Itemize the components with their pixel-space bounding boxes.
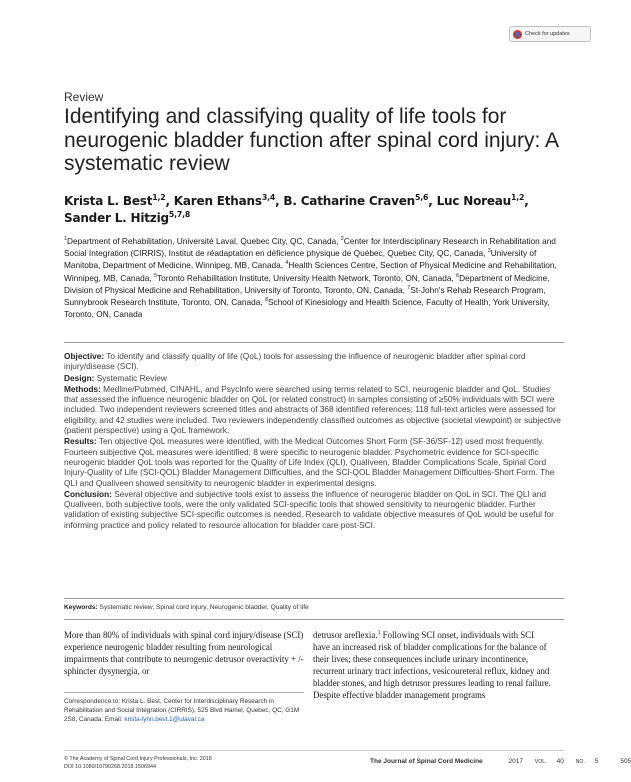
body-column-right — [313, 630, 553, 701]
author-list: Krista L. Best$^{1,2}$, Karen Ethans$^{3,4}$, B. Catharine Craven$^{5,6}$, Luc Noreau$^{1,2}$, Sander L. Hitzig$^{5,7,8}$ — [64, 193, 529, 225]
section-label: Objective: — [64, 351, 105, 361]
author-affiliation-ref: 5,6 — [415, 193, 429, 202]
volume-label: VOL. — [534, 759, 547, 765]
affiliations — [64, 235, 564, 320]
affiliation-text: Department of Rehabilitation, Université Laval, Quebec City, QC, Canada, — [67, 236, 341, 246]
author-affiliation-ref: 5,7,8 — [168, 210, 191, 219]
abstract-methods — [64, 384, 564, 435]
doi-link[interactable]: DOI 10.1080/10790268.2018.1506944 — [64, 763, 157, 770]
correspondence-rule — [64, 692, 304, 693]
copyright-line: © The Academy of Spinal Cord Injury Professionals, Inc. 2018 — [64, 756, 212, 762]
journal-name: The Journal of Spinal Cord Medicine — [370, 758, 483, 765]
abstract-results — [64, 436, 564, 487]
affiliation-text: St-John's Rehab Research Program, Sunnybrook Research Institute, Toronto, ON, Canada, — [64, 284, 546, 308]
section-text: Systematic Review — [94, 372, 167, 383]
author-name: Karen Ethans — [173, 194, 262, 208]
correspondence-note — [64, 697, 304, 724]
correspondence-text: Correspondence to: Krista L. Best, Center for Interdisciplinary Research in Rehabilitation and Social Integration (CIRRIS), 525 Blvd Hamel, Quebec, QC, G1M 2S8, Canada. Email: — [64, 698, 300, 723]
section-label: Results: — [64, 436, 97, 447]
affiliation-text: University of Manitoba, Department of Medicine, Winnipeg, MB, Canada, — [64, 248, 537, 271]
abstract-design — [64, 373, 564, 383]
abstract — [64, 351, 564, 531]
affiliation-text: Health Sciences Centre, Section of Physical Medicine and Rehabilitation, Winnipeg, MB, Canada, — [64, 260, 557, 283]
affiliation-number: 2 — [340, 236, 344, 243]
affiliation-text: Toronto Rehabilitation Institute, University Health Network, Toronto, ON, Canada, — [156, 272, 457, 283]
affiliation-number: 8 — [264, 297, 268, 304]
author-name: Luc Noreau — [436, 194, 512, 208]
author-name: B. Catharine Craven — [283, 194, 415, 208]
affiliation-number: 1 — [64, 236, 67, 243]
affiliation-number: 7 — [407, 285, 411, 292]
affiliation-number: 3 — [487, 248, 491, 255]
keywords-bottom-rule — [64, 619, 564, 620]
abstract-objective — [64, 351, 564, 372]
affiliation-number: 4 — [285, 260, 289, 267]
issue-number: 5 — [594, 758, 599, 765]
author-affiliation-ref: 3,4 — [261, 193, 276, 202]
body-text: detrusor areflexia. — [313, 630, 378, 640]
keywords-text: Systematic review, Spinal cord injury, Neurogenic bladder, Quality of life — [97, 604, 309, 611]
affiliation-number: 5 — [153, 272, 157, 279]
affiliation-number: 6 — [456, 272, 460, 279]
section-text: Medline/Pubmed, CINAHL, and PsycInfo were searched using terms related to SCI, neurogenic bladder and QoL. Studies that assessed the influence neurogenic bladder on QoL (or related construct) in samples consisting of ≥50% individuals with SCI were included. Two independent reviewers screened titles and abstracts of 368 identified references; 118 full-text articles were assessed for eligibility, and 42 studies were included. Two reviewers independently classified outcomes as objective (societal viewpoint) or subjective (patient perspective) using a QoL framework. — [64, 383, 561, 436]
keywords-label: Keywords: — [64, 604, 98, 611]
article-title: Identifying and classifying quality of life tools for neurogenic bladder function after spinal cord injury: A systematic review — [64, 105, 558, 175]
section-label: Conclusion: — [64, 488, 112, 499]
affiliation-text: School of Kinesiology and Health Science, Faculty of Health, York University, Toronto, ON, Canada — [64, 297, 550, 320]
section-label: Design: — [64, 372, 95, 383]
author-affiliation-ref: 1,2 — [511, 193, 525, 202]
section-text: Ten objective QoL measures were identified, with the Medical Outcomes Short Form (SF-36/SF-12) used most frequently. Fourteen subjective QoL measures were identified; 8 were specific to neurogenic bladder. Psychometric evidence for SCI-specific neurogenic bladder QoL tools was reported for the Quality of Life Index (QLI), Qualiveen, Bladder Complications Scale, Spinal Cord Injury-Quality of Life (SCI-QOL) Bladder Management Difficulties, and the SCI-QOL Bladder Management Difficulties-Short Form. The QLI and Qualiveen showed sensitivity to neurogenic bladder in experimental designs. — [64, 436, 555, 488]
section-text: To identify and classify quality of life (QoL) tools for assessing the influence of neurogenic bladder after spinal cord injury/disease (SCI). — [64, 351, 526, 372]
footer-copyright — [64, 756, 304, 771]
section-text: Several objective and subjective tools exist to assess the influence of neurogenic bladder on QoL in SCI. The QLI and Qualiveen, both subjective tools, were the only validated SCI-specific tools that showed sensitivity to neurogenic bladder. Further validation of existing subjective SCI-specific outcomes is needed. Research to validate objective measures of QoL would be useful for informing practice and policy related to resource allocation for bladder care post-SCI. — [64, 488, 554, 530]
keywords-top-rule — [64, 598, 564, 599]
keywords — [64, 604, 309, 611]
abstract-top-rule — [64, 342, 564, 343]
article-type: Review — [64, 90, 104, 104]
affiliation-text: Center for Interdisciplinary Research in Rehabilitation and Social Integration (CIRRIS), Institut de réadaptation en déficience physique de Québec, Quebec City, QC, Canada, — [64, 236, 556, 259]
check-for-updates-badge[interactable] — [509, 26, 591, 42]
body-column-left: More than 80% of individuals with spinal cord injury/disease (SCI) experience neurogenic bladder resulting from neurological impairments that contribute to neurogenic detrusor overactivity + /-sphincter dysynergia, or — [64, 630, 304, 676]
page-number: 505 — [620, 758, 631, 765]
author-name: Krista L. Best — [64, 194, 153, 208]
correspondence-email-link[interactable]: krista-lynn.best.1@ulaval.ca — [124, 716, 205, 723]
citation-ref[interactable]: 1 — [377, 630, 381, 637]
crossmark-icon — [513, 30, 522, 39]
section-label: Methods: — [64, 383, 101, 394]
abstract-conclusion — [64, 489, 564, 530]
body-text: Following SCI onset, individuals with SCI have an increased risk of bladder complications for the balance of their lives; these consequences include urinary incontinence, recurrent urinary tract infections, vesicoureteral reflux, kidney and bladder stones, and high detrusor pressures leading to renal failure. Despite effective bladder management programs — [313, 630, 551, 700]
check-for-updates-label: Check for updates — [525, 31, 570, 37]
affiliation-text: Department of Medicine, Division of Physical Medicine and Rehabilitation, University of Toronto, Toronto, ON, Canada, — [64, 272, 550, 295]
volume-number: 40 — [556, 758, 564, 765]
journal-year: 2017 — [508, 758, 523, 765]
footer-rule — [64, 750, 564, 751]
issue-label: NO. — [575, 759, 585, 765]
author-affiliation-ref: 1,2 — [152, 193, 166, 202]
footer-journal-info — [370, 758, 631, 765]
author-name: Sander L. Hitzig — [64, 211, 169, 225]
